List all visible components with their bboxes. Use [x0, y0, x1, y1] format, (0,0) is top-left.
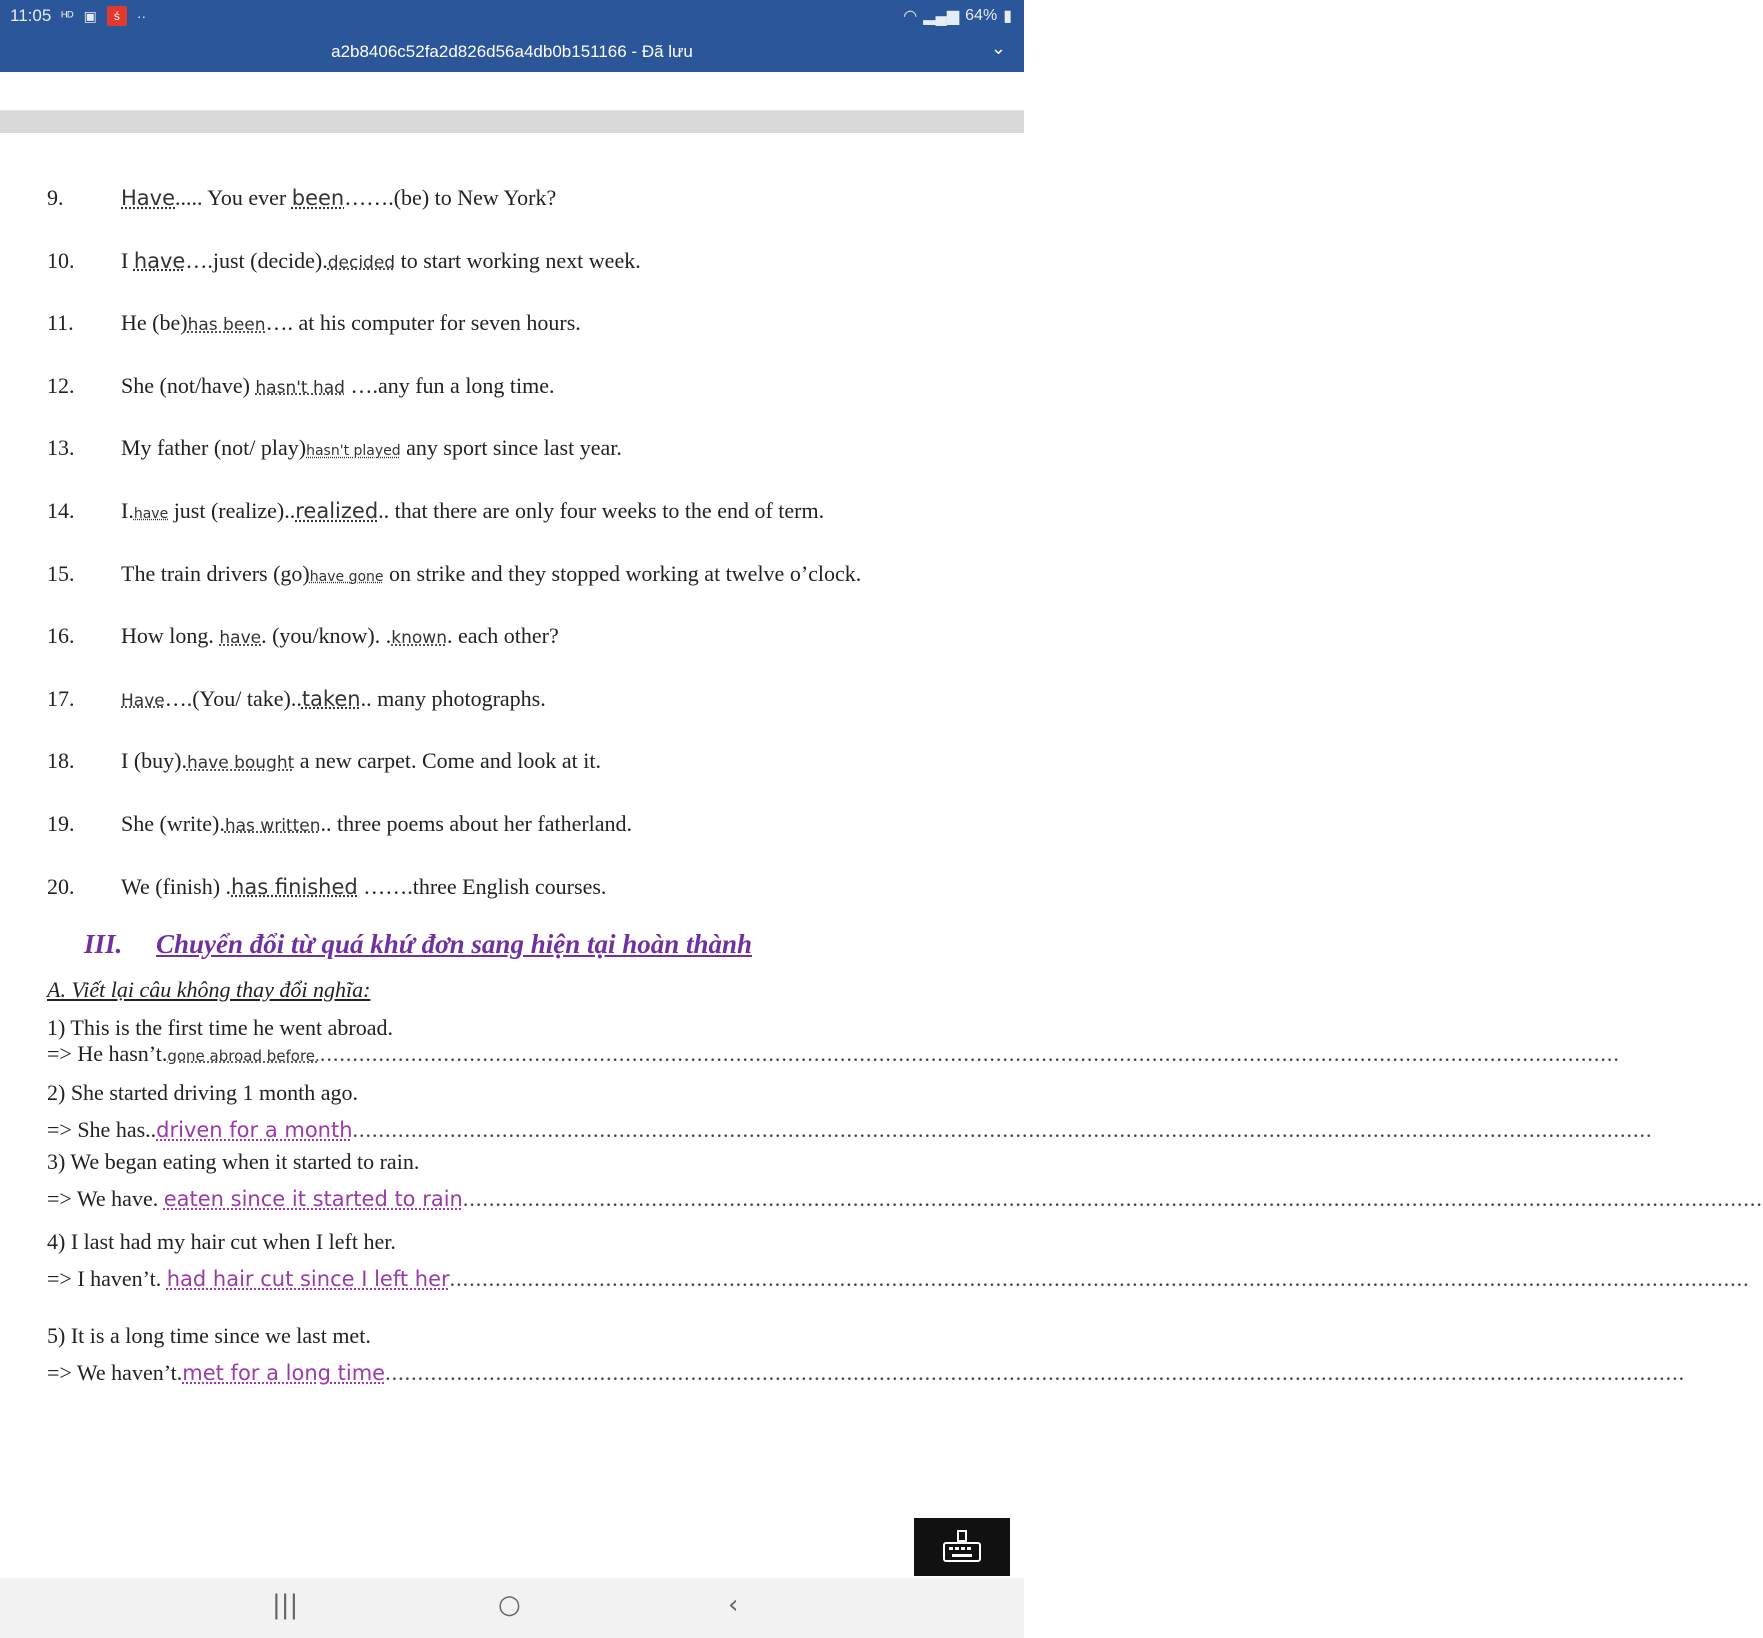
exercise-text — [121, 435, 622, 461]
rewrite-prompt: 3) We began eating when it started to rain. — [47, 1149, 420, 1174]
printed-text: My father (not/ play) — [121, 435, 307, 461]
exercise-number: 20. — [47, 873, 75, 899]
app-notification-icon: ś — [107, 6, 127, 26]
printed-text: She (not/have) — [121, 372, 256, 398]
exercise-number: 15. — [47, 560, 75, 586]
back-icon[interactable]: ‹ — [728, 1590, 739, 1620]
home-icon[interactable]: ○ — [498, 1590, 521, 1620]
exercise-number: 9. — [47, 185, 64, 210]
exercise-text — [121, 811, 632, 837]
exercise-text — [121, 498, 824, 524]
handwritten-answer: known — [391, 628, 447, 649]
exercise-number: 17. — [47, 685, 75, 711]
rewrite-answer-line — [47, 1117, 1653, 1143]
printed-text: …. at his computer for seven hours. — [265, 310, 581, 336]
exercise-number: 10. — [47, 247, 75, 273]
handwritten-answer: hasn't played — [306, 443, 401, 460]
cell-signal-icon: ▂▄▆ — [923, 8, 960, 25]
system-navigation-bar — [0, 1578, 1024, 1638]
exercise-text — [121, 623, 559, 649]
fill-in-dots: ........................................................................................................................................................................................................ — [319, 1041, 1620, 1066]
section-number: III. — [84, 929, 123, 959]
subsection-heading: A. Viết lại câu không thay đổi nghĩa: — [47, 977, 371, 1002]
handwritten-answer: have — [133, 506, 169, 522]
exercise-text — [121, 310, 581, 336]
toolbar-area — [0, 72, 1024, 111]
rewrite-prompt: 4) I last had my hair cut when I left her. — [47, 1229, 396, 1254]
exercise-text — [121, 748, 601, 774]
printed-text: just (realize).. — [168, 498, 296, 523]
printed-text: She (write). — [121, 811, 225, 836]
handwritten-answer: have gone — [309, 568, 384, 585]
exercise-text — [121, 373, 555, 399]
section-title: Chuyển đổi từ quá khứ đơn sang hiện tại hoàn thành — [156, 929, 753, 959]
printed-text: to start working next week. — [395, 247, 641, 273]
answer-prefix: => We have. — [47, 1186, 164, 1211]
printed-text: ….just (decide). — [185, 247, 328, 273]
exercise-text — [121, 561, 861, 587]
printed-text: ..... You ever — [175, 185, 292, 210]
printed-text: I. — [121, 498, 134, 523]
rewrite-answer-line — [47, 1186, 1763, 1212]
keyboard-toggle-button[interactable] — [914, 1518, 1010, 1576]
answer-prefix: => She has.. — [47, 1117, 157, 1142]
rewrite-answer-line — [47, 1266, 1750, 1292]
printed-text: ….(You/ take).. — [164, 685, 302, 711]
printed-text: . each other? — [446, 623, 559, 649]
handwritten-answer: gone abroad before. — [167, 1047, 320, 1065]
handwritten-answer: realized — [295, 499, 379, 523]
fill-in-dots: ........................................................................................................................................................................................................ — [385, 1360, 1686, 1385]
handwritten-answer: has been — [187, 315, 266, 336]
printed-text: The train drivers (go) — [121, 560, 310, 586]
printed-text: …….(be) to New York? — [344, 185, 557, 210]
handwritten-answer: had hair cut since I left her — [166, 1267, 450, 1291]
rewrite-prompt: 2) She started driving 1 month ago. — [47, 1080, 359, 1105]
handwritten-answer: been — [291, 186, 345, 210]
exercise-text — [121, 248, 641, 274]
printed-text: …….three English courses. — [357, 873, 607, 899]
fill-in-dots: ........................................................................................................................................................................................................ — [462, 1186, 1763, 1211]
exercise-text — [121, 185, 556, 211]
handwritten-answer: Have — [121, 186, 176, 210]
exercise-number: 11. — [47, 310, 74, 336]
handwritten-answer: eaten since it started to rain — [163, 1187, 463, 1211]
exercise-number: 19. — [47, 811, 75, 836]
answer-prefix: => I haven’t. — [47, 1266, 167, 1291]
exercise-text — [121, 686, 546, 712]
handwritten-answer: has written — [224, 816, 321, 836]
page-separator — [0, 111, 1024, 133]
printed-text: .. that there are only four weeks to the end of term. — [378, 498, 825, 523]
chevron-down-icon[interactable]: ⌄ — [990, 38, 1006, 58]
status-left — [10, 6, 146, 26]
printed-text: ….any fun a long time. — [344, 372, 555, 398]
rewrite-answer-line — [47, 1360, 1686, 1386]
status-right — [903, 6, 1012, 26]
printed-text: He (be) — [121, 310, 188, 336]
printed-text: on strike and they stopped working at twelve o’clock. — [383, 560, 862, 586]
recent-apps-icon[interactable]: ||| — [272, 1590, 299, 1620]
printed-text: any sport since last year. — [400, 435, 622, 461]
handwritten-answer: decided — [327, 252, 396, 273]
printed-text: a new carpet. Come and look at it. — [294, 748, 601, 774]
more-notifications-icon: ·· — [136, 8, 147, 24]
printed-text: We (finish) . — [121, 873, 232, 899]
handwritten-answer: have bought — [186, 753, 295, 774]
exercise-number: 16. — [47, 623, 75, 649]
printed-text: I (buy). — [121, 748, 187, 774]
answer-prefix: => We haven’t. — [47, 1360, 183, 1385]
handwritten-answer: driven for a month — [156, 1118, 353, 1142]
wifi-icon: ◠ — [903, 8, 918, 25]
handwritten-answer: taken — [301, 686, 361, 711]
battery-percent: 64% — [965, 7, 998, 24]
rewrite-answer-line — [47, 1041, 1620, 1067]
fill-in-dots: ........................................................................................................................................................................................................ — [352, 1117, 1653, 1142]
exercise-text — [121, 874, 606, 900]
status-time: 11:05 — [10, 6, 52, 25]
handwritten-answer: has finished — [231, 874, 358, 899]
keyboard-icon — [941, 1529, 983, 1565]
printed-text: How long. — [121, 623, 220, 649]
exercise-number: 12. — [47, 372, 75, 398]
handwritten-answer: have — [219, 628, 262, 649]
gallery-icon: ▣ — [83, 7, 97, 24]
printed-text: I — [121, 247, 134, 273]
signal-icon: ᴴᴰ — [61, 8, 74, 24]
printed-text: .. three poems about her fatherland. — [320, 811, 633, 836]
rewrite-prompt: 5) It is a long time since we last met. — [47, 1323, 371, 1348]
printed-text: . (you/know). . — [261, 623, 392, 649]
handwritten-answer: met for a long time — [182, 1361, 386, 1385]
exercise-number: 18. — [47, 748, 75, 774]
handwritten-answer: have — [133, 248, 186, 273]
exercise-number: 13. — [47, 435, 75, 461]
handwritten-answer: Have — [121, 690, 165, 711]
printed-text: .. many photographs. — [360, 685, 546, 711]
battery-icon: ▮ — [1003, 8, 1012, 25]
document-title[interactable]: a2b8406c52fa2d826d56a4db0b151166 - Đã lưu — [331, 42, 693, 61]
answer-prefix: => He hasn’t. — [47, 1041, 168, 1066]
rewrite-prompt: 1) This is the first time he went abroad. — [47, 1015, 394, 1040]
section-heading — [84, 929, 752, 960]
exercise-number: 14. — [47, 498, 75, 523]
app-header — [0, 0, 1024, 72]
handwritten-answer: hasn't had — [255, 377, 345, 398]
fill-in-dots: ........................................................................................................................................................................................................ — [449, 1266, 1750, 1291]
